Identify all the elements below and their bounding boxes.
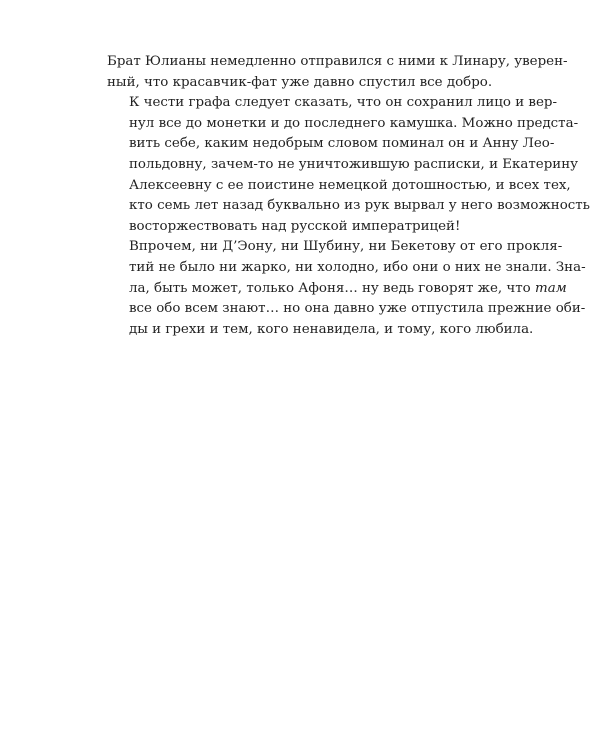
text-line: тий не было ни жарко, ни холодно, ибо они о них не знали. Зна- [129, 259, 586, 275]
paragraph-3 [107, 237, 586, 340]
text-line: ды и грехи и тем, кого ненавидела, и тому, кого любила. [129, 321, 534, 337]
text-line: К чести графа следует сказать, что он сохранил лицо и вер- [129, 95, 557, 111]
text-line: кто семь лет назад буквально из рук вырвал у него возможность [129, 198, 590, 214]
text-line: ный, что красавчик-фат уже давно спустил все добро. [107, 74, 493, 90]
paragraph-2 [107, 93, 590, 237]
text-line: Брат Юлианы немедленно отправился с ними к Линару, уверен- [107, 54, 568, 69]
text-line: Впрочем, ни Д’Эону, ни Шубину, ни Бекетову от его прокля- [129, 239, 563, 255]
text-line: польдовну, зачем-то не уничтожившую расписки, и Екатерину [129, 156, 579, 172]
body-text [107, 52, 590, 340]
text-fragment: ла, быть может, только Афоня… ну ведь говорят же, что [129, 280, 535, 296]
text-line: восторжествовать над русской императрицей! [129, 218, 461, 234]
paragraph-1 [107, 52, 568, 93]
text-line: Алексеевну с ее поистине немецкой дотошностью, и всех тех, [129, 177, 571, 193]
italic-word: там [535, 280, 567, 296]
text-line-with-italic [107, 279, 567, 300]
text-line: нул все до монетки и до последнего камушка. Можно предста- [129, 115, 579, 131]
text-line: все обо всем знают… но она давно уже отпустила прежние оби- [129, 301, 586, 317]
text-line: вить себе, каким недобрым словом поминал он и Анну Лео- [129, 136, 555, 152]
